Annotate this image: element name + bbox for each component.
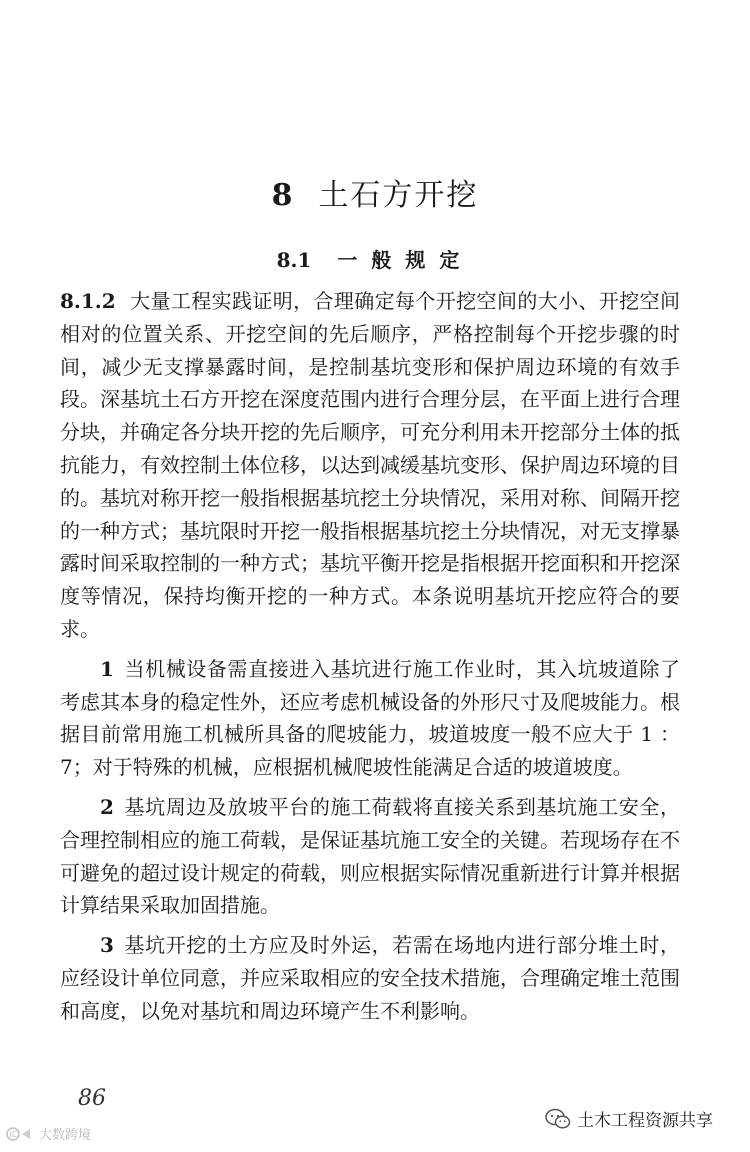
wechat-icon (545, 1108, 571, 1130)
section-title: 一般规定 (337, 248, 474, 272)
section-heading (0, 244, 750, 273)
item-number: 2 (100, 794, 114, 819)
clause-text: 大量工程实践证明，合理确定每个开挖空间的大小、开挖空间相对的位置关系、开挖空间的先后顺序，严格控制每个开挖步骤的时间，减少无支撑暴露时间，是控制基坑变形和保护周边环境的有效手段。深基坑土石方开挖在深度范围内进行合理分层，在平面上进行合理分块，并确定各分块开挖的先后顺序，可充分利用未开挖部分土体的抵抗能力，有效控制土体位移，以达到减缓基坑变形、保护周边环境的目的。基坑对称开挖一般指根据基坑挖土分块情况，采用对称、间隔开挖的一种方式；基坑限时开挖一般指根据基坑挖土分块情况，对无支撑暴露时间采取控制的一种方式；基坑平衡开挖是指根据开挖面积和开挖深度等情况，保持均衡开挖的一种方式。本条说明基坑开挖应符合的要求。 (60, 289, 680, 641)
chapter-number: 8 (271, 178, 295, 213)
ic-logo-icon (6, 1126, 36, 1142)
watermark-logo (6, 1124, 91, 1143)
page-number: 86 (78, 1086, 106, 1111)
body-text (60, 285, 680, 1028)
clause-number: 8.1.2 (60, 289, 116, 313)
list-item (60, 929, 680, 1027)
watermark-logo-text: 大数跨境 (39, 1128, 92, 1143)
chapter-title: 土石方开挖 (318, 178, 479, 213)
list-item (60, 653, 680, 784)
section-number: 8.1 (276, 248, 312, 272)
item-number: 3 (100, 933, 114, 958)
list-item (60, 791, 680, 922)
item-number: 1 (100, 656, 114, 681)
svg-text:IC: IC (9, 1129, 18, 1139)
chapter-heading (0, 170, 750, 214)
watermark-source (545, 1106, 713, 1131)
item-text: 当机械设备需直接进入基坑进行施工作业时，其入坑坡道除了考虑其本身的稳定性外，还应考虑机械设备的外形尺寸及爬坡能力。根据目前常用施工机械所具备的爬坡能力，坡道坡度一般不应大于 1 ：7；对于特殊的机械，应根据机械爬坡性能满足合适的坡道坡度。 (60, 656, 680, 780)
item-text: 基坑周边及放坡平台的施工荷载将直接关系到基坑施工安全，合理控制相应的施工荷载，是保证基坑施工安全的关键。若现场存在不可避免的超过设计规定的荷载，则应根据实际情况重新进行计算并根据计算结果采取加固措施。 (60, 794, 680, 918)
item-text: 基坑开挖的土方应及时外运，若需在场地内进行部分堆土时，应经设计单位同意，并应采取相应的安全技术措施，合理确定堆土范围和高度，以免对基坑和周边环境产生不利影响。 (60, 933, 680, 1023)
watermark-source-text: 土木工程资源共享 (577, 1111, 713, 1131)
clause-paragraph (60, 285, 680, 646)
